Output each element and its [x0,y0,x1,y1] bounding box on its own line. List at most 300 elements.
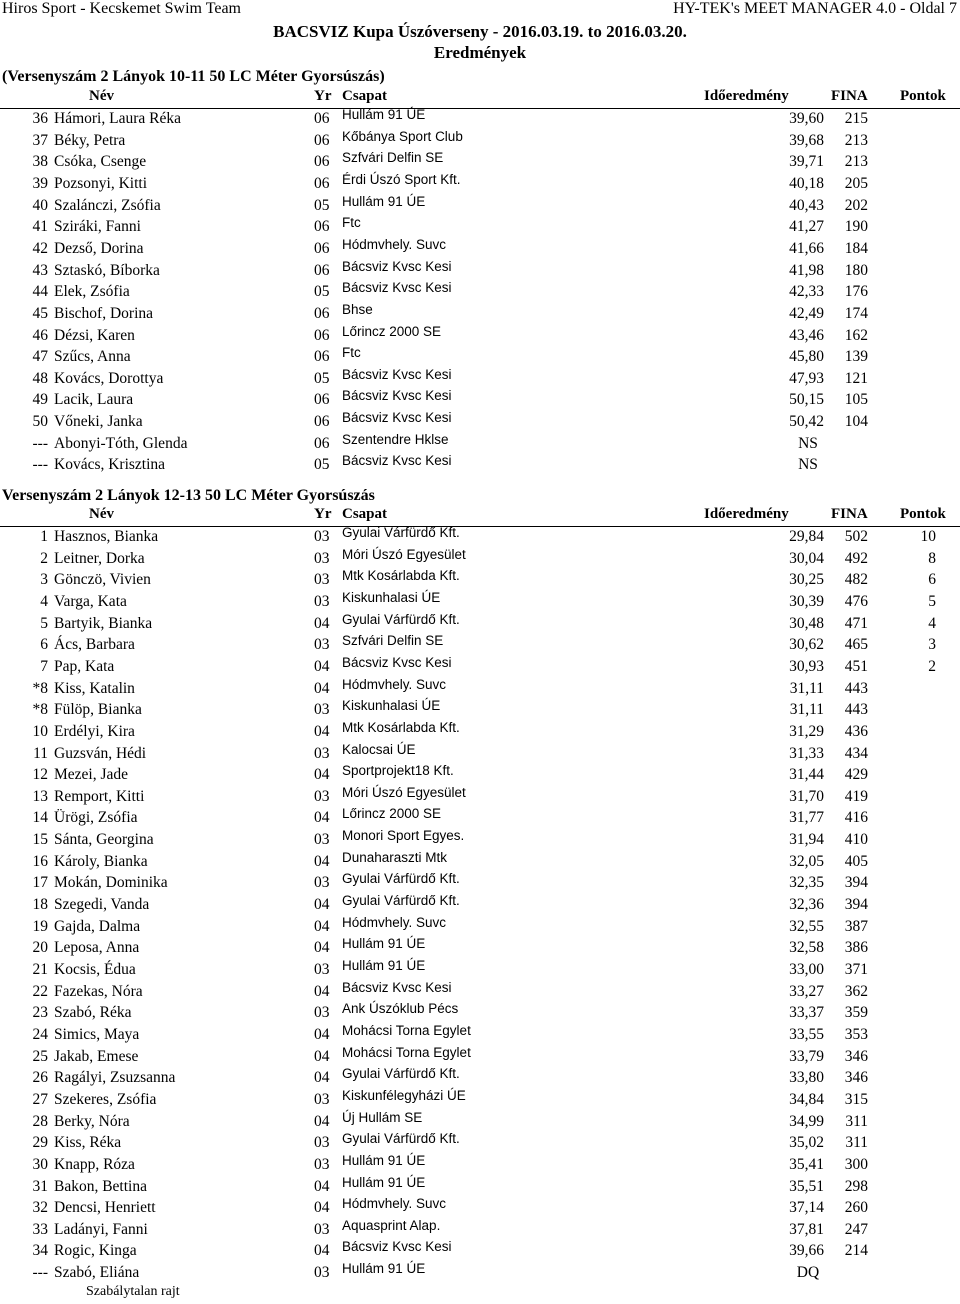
result-row [0,676,960,701]
time-result: 30,93 [789,657,824,675]
team-name: Ank Úszóklub Pécs [342,1001,459,1017]
time-result: 33,79 [789,1047,824,1065]
meet-title: BACSVIZ Kupa Úszóverseny - 2016.03.19. to 2016.03.20. [273,22,687,41]
swimmer-name: Kovács, Dorottya [54,369,164,387]
team-name: Bácsviz Kvsc Kesi [342,453,452,469]
time-result: DQ [796,1264,820,1282]
result-row [0,828,960,852]
result-row [0,215,960,239]
birth-year: 04 [314,852,330,870]
birth-year: 05 [314,456,330,474]
place-cell: 41 [32,218,48,236]
birth-year: 03 [314,592,330,610]
swimmer-name: Ürögi, Zsófia [54,809,138,827]
result-row [0,784,960,809]
team-name: Hullám 91 ÚE [342,193,426,209]
team-name: Szfvári Delfin SE [342,633,444,649]
time-result: 30,39 [789,592,824,610]
swimmer-name: Ladányi, Fanni [54,1220,148,1238]
swimmer-name: Szalánczi, Zsófia [54,196,161,214]
birth-year: 04 [314,939,330,957]
time-result: 37,14 [789,1199,824,1217]
result-row [0,1044,960,1069]
fina-points: 180 [844,261,868,279]
fina-points: 315 [844,1090,868,1108]
birth-year: 03 [314,874,330,892]
time-result: 31,94 [789,831,824,849]
swimmer-name: Dézsi, Karen [54,326,135,344]
time-result: NS [798,456,818,474]
place-cell: 46 [32,326,48,344]
birth-year: 04 [314,1047,330,1065]
column-name: Név [89,506,114,522]
place-cell: 22 [32,982,48,1000]
page-header-left: Hiros Sport - Kecskemet Swim Team [2,0,241,17]
swimmer-name: Hámori, Laura Réka [54,110,181,127]
birth-year: 06 [314,261,330,279]
birth-year: 04 [314,1177,330,1195]
time-result: 34,99 [789,1112,824,1130]
fina-points: 443 [844,701,868,719]
team-name: Szfvári Delfin SE [342,150,444,166]
birth-year: 03 [314,831,330,849]
result-row [0,1001,960,1025]
fina-points: 139 [844,348,868,366]
fina-points: 476 [844,592,868,610]
result-row [0,1239,960,1263]
time-result: 39,68 [789,131,824,149]
time-result: 42,49 [789,304,824,322]
swimmer-name: Bischof, Dorina [54,304,154,322]
score-points: 8 [928,549,936,567]
fina-points: 371 [844,961,868,978]
swimmer-name: Simics, Maya [54,1025,140,1043]
swimmer-name: Bartyik, Bianka [54,614,153,632]
team-name: Bácsviz Kvsc Kesi [342,979,452,995]
fina-points: 362 [844,982,868,1000]
swimmer-name: Szűcs, Anna [54,348,131,366]
result-row [0,719,960,744]
swimmer-name: Kiss, Katalin [54,679,135,697]
result-row [0,958,960,982]
team-name: Gyulai Várfürdő Kft. [342,1131,460,1147]
result-row [0,1217,960,1242]
team-name: Ftc [342,215,361,231]
time-result: 32,05 [789,852,824,870]
swimmer-name: Berky, Nóra [54,1112,130,1130]
time-result: 47,93 [789,369,824,387]
place-cell: 42 [32,239,48,257]
column-time: Időeredmény [704,506,789,522]
place-cell: 13 [32,787,48,805]
birth-year: 03 [314,549,330,567]
fina-points: 410 [844,831,868,849]
place-cell: 40 [32,196,48,214]
event-title: Versenyszám 2 Lányok 12-13 50 LC Méter Gyorsúszás [2,487,375,504]
team-name: Bácsviz Kvsc Kesi [342,366,452,382]
birth-year: 06 [314,174,330,192]
score-points: 4 [928,614,936,632]
fina-points: 247 [844,1220,868,1238]
fina-points: 190 [844,218,868,236]
swimmer-name: Ragályi, Zsuzsanna [54,1069,176,1087]
fina-points: 311 [845,1134,868,1152]
birth-year: 06 [314,413,330,431]
result-row [0,388,960,412]
fina-points: 215 [844,110,868,127]
place-cell: 28 [32,1112,48,1130]
birth-year: 06 [314,304,330,322]
fina-points: 419 [844,787,868,805]
birth-year: 03 [314,787,330,805]
place-cell: 36 [32,110,48,127]
team-name: Móri Úszó Egyesület [342,546,466,562]
place-cell: --- [32,1264,48,1282]
birth-year: 04 [314,982,330,1000]
fina-points: 176 [844,283,868,301]
swimmer-name: Sztaskó, Bíborka [54,261,160,279]
swimmer-name: Pap, Kata [54,657,115,675]
result-row [0,979,960,1004]
team-name: Bácsviz Kvsc Kesi [342,1239,452,1255]
swimmer-name: Szekeres, Zsófia [54,1090,157,1108]
team-name: Kiskunhalasi ÚE [342,698,441,714]
swimmer-name: Csóka, Csenge [54,153,147,171]
birth-year: 05 [314,369,330,387]
fina-points: 451 [844,657,868,675]
column-yr: Yr [314,88,332,104]
fina-points: 436 [844,722,868,740]
swimmer-name: Sziráki, Fanni [54,218,141,236]
time-result: 32,58 [789,939,824,957]
swimmer-name: Lacik, Laura [54,391,134,409]
team-name: Kőbánya Sport Club [342,128,463,144]
result-row [0,698,960,722]
team-name: Hullám 91 ÚE [342,1261,426,1277]
team-name: Hullám 91 ÚE [342,107,426,122]
birth-year: 06 [314,153,330,171]
birth-year: 06 [314,326,330,344]
team-name: Szentendre Hklse [342,431,449,447]
swimmer-name: Erdélyi, Kira [54,722,135,740]
column-team: Csapat [342,88,388,104]
time-result: 41,27 [789,218,824,236]
column-yr: Yr [314,506,332,522]
place-cell: 10 [32,722,48,740]
team-name: Dunaharaszti Mtk [342,849,448,865]
team-name: Móri Úszó Egyesület [342,784,466,800]
time-result: 31,44 [789,766,824,784]
birth-year: 03 [314,1134,330,1152]
team-name: Bácsviz Kvsc Kesi [342,258,452,274]
time-result: 42,33 [789,283,824,301]
place-cell: 44 [32,283,48,301]
time-result: 37,81 [789,1220,824,1238]
place-cell: 25 [32,1047,48,1065]
fina-points: 105 [844,391,868,409]
time-result: 33,55 [789,1025,824,1043]
place-cell: *8 [32,701,48,719]
result-row [0,525,960,549]
result-row [0,568,960,592]
birth-year: 04 [314,809,330,827]
score-points: 2 [928,657,936,675]
birth-year: 03 [314,961,330,978]
time-result: 31,29 [789,722,824,740]
fina-points: 260 [844,1199,868,1217]
place-cell: 2 [40,549,48,567]
fina-points: 429 [844,766,868,784]
time-result: 32,35 [789,874,824,892]
birth-year: 05 [314,283,330,301]
swimmer-name: Fazekas, Nóra [54,982,143,1000]
disqualification-note: Szabálytalan rajt [86,1284,180,1299]
result-row [0,345,960,369]
result-row [0,936,960,960]
result-row [0,410,960,434]
team-name: Gyulai Várfürdő Kft. [342,611,460,627]
team-name: Mtk Kosárlabda Kft. [342,719,460,735]
team-name: Monori Sport Egyes. [342,828,465,844]
swimmer-name: Vőneki, Janka [54,413,143,431]
result-row [0,1196,960,1220]
birth-year: 04 [314,657,330,675]
team-name: Lőrincz 2000 SE [342,806,442,822]
time-result: 43,46 [789,326,824,344]
swimmer-name: Szabó, Réka [54,1004,132,1022]
team-name: Hullám 91 ÚE [342,958,426,973]
place-cell: 39 [32,174,48,192]
time-result: 32,36 [789,896,824,914]
result-row [0,280,960,304]
swimmer-name: Gönczö, Vivien [54,571,151,589]
birth-year: 03 [314,571,330,589]
team-name: Mohácsi Torna Egylet [342,1044,471,1060]
time-result: 31,11 [789,701,824,719]
place-cell: 50 [32,413,48,431]
team-name: Hullám 91 ÚE [342,1174,426,1190]
swimmer-name: Hasznos, Bianka [54,528,159,545]
team-name: Hódmvhely. Suvc [342,236,447,252]
swimmer-name: Kiss, Réka [54,1134,122,1152]
place-cell: 20 [32,939,48,957]
time-result: 40,43 [789,196,824,214]
team-name: Hódmvhely. Suvc [342,1196,447,1212]
swimmer-name: Elek, Zsófia [54,283,130,301]
page-header-right: HY-TEK's MEET MANAGER 4.0 - Oldal 7 [673,0,957,17]
time-result: 34,84 [789,1090,824,1108]
team-name: Bácsviz Kvsc Kesi [342,280,452,296]
event-title: (Versenyszám 2 Lányok 10-11 50 LC Méter Gyorsúszás) [2,68,385,85]
column-header-row [0,506,960,527]
time-result: 31,11 [789,679,824,697]
fina-points: 359 [844,1004,868,1022]
time-result: 39,66 [789,1242,824,1260]
result-row [0,893,960,917]
place-cell: 3 [40,571,48,589]
place-cell: 1 [40,528,48,545]
swimmer-name: Leposa, Anna [54,939,140,957]
birth-year: 06 [314,434,330,452]
score-points: 3 [928,636,936,654]
birth-year: 04 [314,1025,330,1043]
result-row [0,914,960,939]
birth-year: 04 [314,1242,330,1260]
birth-year: 06 [314,239,330,257]
place-cell: 29 [32,1134,48,1152]
fina-points: 387 [844,917,868,935]
place-cell: --- [32,434,48,452]
team-name: Hódmvhely. Suvc [342,914,447,930]
time-result: 31,33 [789,744,824,762]
result-row [0,431,960,456]
place-cell: 4 [40,592,48,610]
time-result: NS [798,434,818,452]
column-points: Pontok [900,88,946,104]
fina-points: 394 [844,896,868,914]
team-name: Aquasprint Alap. [342,1217,441,1233]
birth-year: 06 [314,348,330,366]
fina-points: 346 [844,1069,868,1087]
time-result: 41,98 [789,261,824,279]
place-cell: 5 [40,614,48,632]
swimmer-name: Abonyi-Tóth, Glenda [54,434,188,452]
birth-year: 06 [314,110,330,127]
birth-year: 06 [314,391,330,409]
fina-points: 434 [844,744,868,762]
birth-year: 04 [314,722,330,740]
fina-points: 465 [844,636,868,654]
place-cell: 48 [32,369,48,387]
birth-year: 03 [314,1264,330,1282]
birth-year: 03 [314,701,330,719]
fina-points: 471 [844,614,868,632]
swimmer-name: Pozsonyi, Kitti [54,174,148,192]
place-cell: 19 [32,917,48,935]
birth-year: 04 [314,917,330,935]
team-name: Gyulai Várfürdő Kft. [342,893,460,909]
time-result: 39,60 [789,110,824,127]
result-row [0,193,960,218]
place-cell: 33 [32,1220,48,1238]
column-team: Csapat [342,506,388,522]
place-cell: 18 [32,896,48,914]
place-cell: 12 [32,766,48,784]
result-row [0,1261,960,1285]
team-name: Sportprojekt18 Kft. [342,763,454,779]
birth-year: 04 [314,1069,330,1087]
birth-year: 03 [314,528,330,545]
place-cell: 21 [32,961,48,978]
result-row [0,654,960,679]
time-result: 30,25 [789,571,824,589]
place-cell: 11 [33,744,48,762]
fina-points: 202 [844,196,868,214]
team-name: Mohácsi Torna Egylet [342,1022,471,1038]
swimmer-name: Leitner, Dorka [54,549,145,567]
result-row [0,236,960,261]
swimmer-name: Mezei, Jade [54,766,129,784]
swimmer-name: Knapp, Róza [54,1155,135,1173]
column-fina: FINA [831,88,868,104]
birth-year: 04 [314,679,330,697]
column-name: Név [89,88,114,104]
result-row [0,741,960,766]
place-cell: 45 [32,304,48,322]
place-cell: 30 [32,1155,48,1173]
swimmer-name: Károly, Bianka [54,852,148,870]
time-result: 41,66 [789,239,824,257]
swimmer-name: Dezső, Dorina [54,239,144,257]
team-name: Bácsviz Kvsc Kesi [342,654,452,670]
team-name: Új Hullám SE [342,1109,423,1125]
result-row [0,301,960,326]
birth-year: 06 [314,131,330,149]
result-row [0,150,960,174]
swimmer-name: Remport, Kitti [54,787,145,805]
fina-points: 205 [844,174,868,192]
swimmer-name: Varga, Kata [54,592,127,610]
place-cell: 7 [40,657,48,675]
time-result: 33,37 [789,1004,824,1022]
place-cell: 37 [32,131,48,149]
place-cell: 49 [32,391,48,409]
birth-year: 05 [314,196,330,214]
team-name: Gyulai Várfürdő Kft. [342,525,460,540]
time-result: 50,42 [789,413,824,431]
birth-year: 04 [314,1199,330,1217]
place-cell: 24 [32,1025,48,1043]
place-cell: 47 [32,348,48,366]
result-row [0,1174,960,1199]
fina-points: 482 [844,571,868,589]
birth-year: 03 [314,744,330,762]
fina-points: 346 [844,1047,868,1065]
time-result: 35,41 [789,1155,824,1173]
result-row [0,1087,960,1112]
score-points: 5 [928,592,936,610]
swimmer-name: Szegedi, Vanda [54,896,150,914]
birth-year: 03 [314,636,330,654]
column-fina: FINA [831,506,868,522]
fina-points: 394 [844,874,868,892]
place-cell: 26 [32,1069,48,1087]
result-row [0,453,960,477]
time-result: 33,80 [789,1069,824,1087]
team-name: Ftc [342,345,361,361]
fina-points: 492 [844,549,868,567]
fina-points: 121 [844,369,868,387]
fina-points: 311 [845,1112,868,1130]
time-result: 33,00 [789,961,824,978]
result-row [0,128,960,153]
swimmer-name: Bakon, Bettina [54,1177,147,1195]
team-name: Gyulai Várfürdő Kft. [342,871,460,887]
swimmer-name: Jakab, Emese [54,1047,139,1065]
fina-points: 405 [844,852,868,870]
fina-points: 416 [844,809,868,827]
swimmer-name: Fülöp, Bianka [54,701,142,719]
fina-points: 174 [844,304,868,322]
birth-year: 03 [314,1004,330,1022]
column-header-row [0,88,960,109]
place-cell: 34 [32,1242,48,1260]
result-row [0,546,960,571]
result-row [0,849,960,874]
fina-points: 104 [844,413,868,431]
team-name: Mtk Kosárlabda Kft. [342,568,460,584]
time-result: 30,04 [789,549,824,567]
